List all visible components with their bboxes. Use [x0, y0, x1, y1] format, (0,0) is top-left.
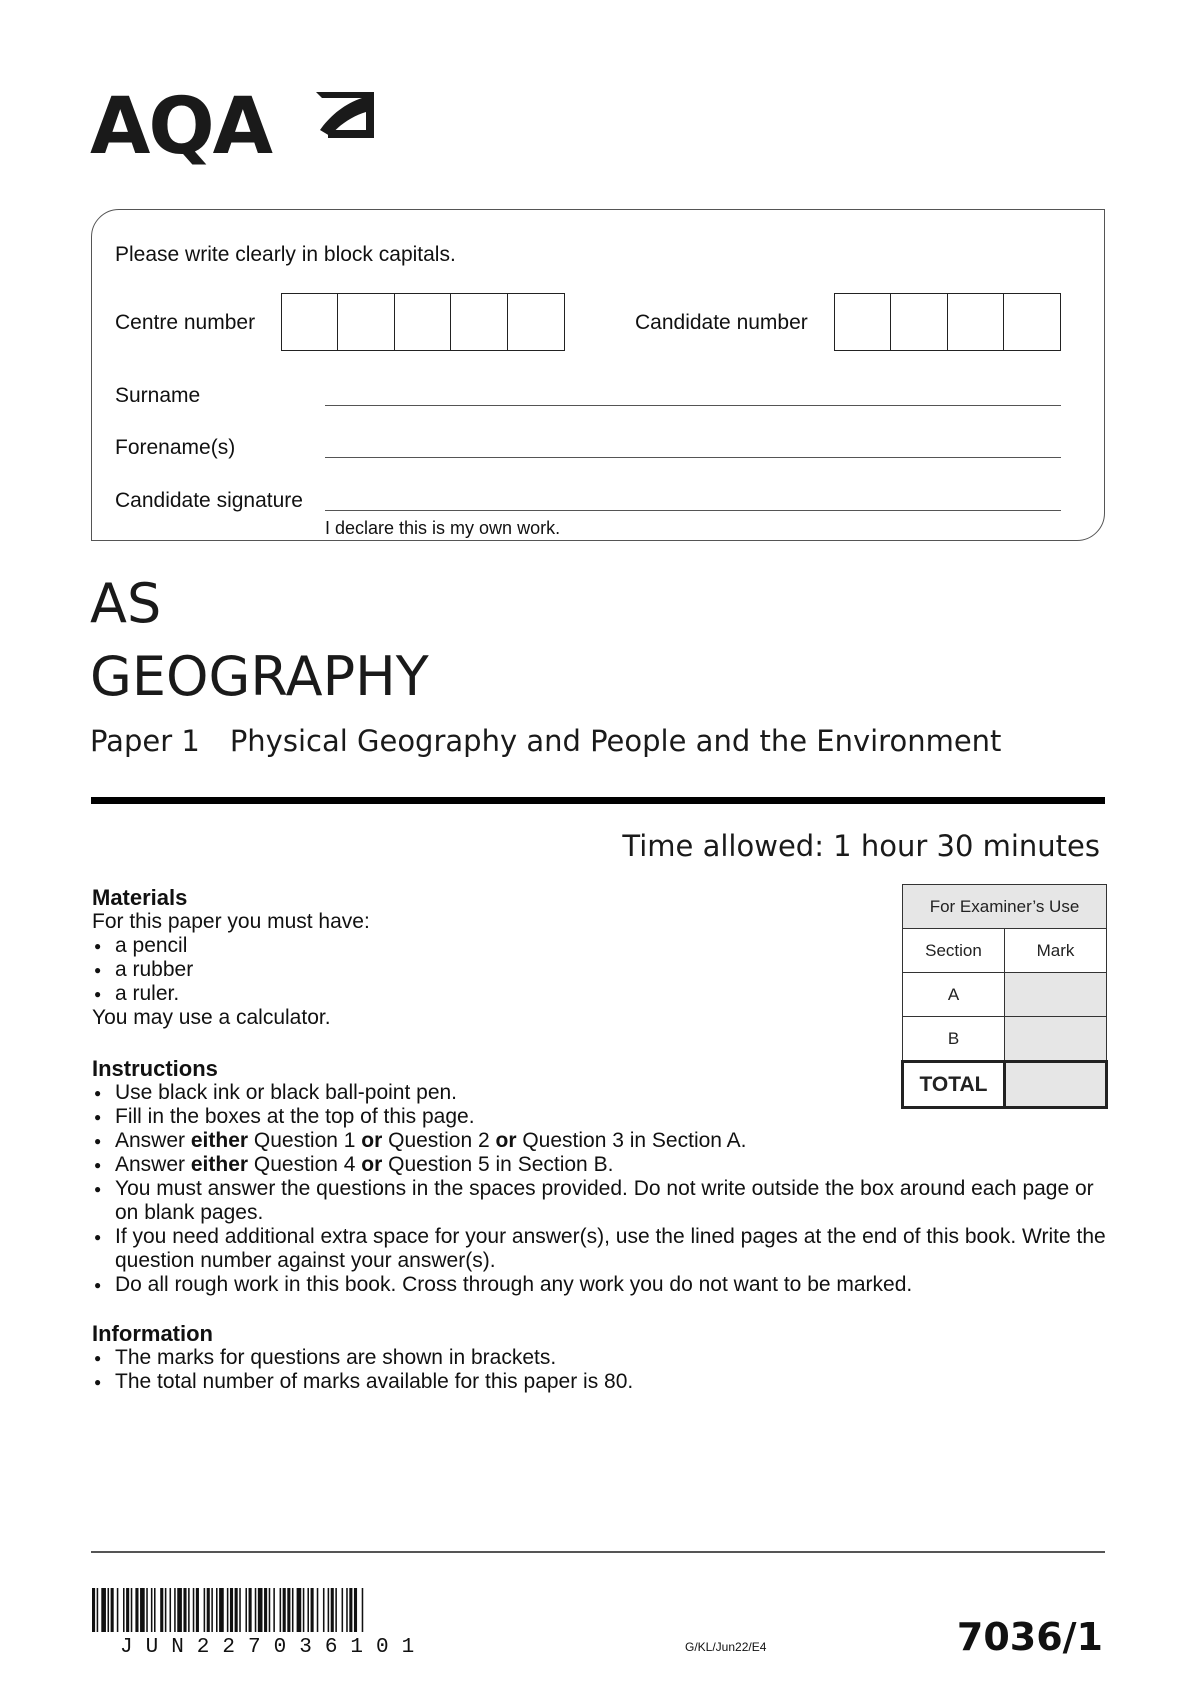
list-item: ● Fill in the boxes at the top of this page. — [92, 1105, 1112, 1129]
centre-digit-box[interactable] — [337, 293, 395, 351]
document-reference: G/KL/Jun22/E4 — [685, 1640, 767, 1654]
centre-number-boxes[interactable] — [282, 293, 565, 351]
total-mark-cell — [1005, 1062, 1107, 1108]
list-item: ● You must answer the questions in the spaces provided. Do not write outside the box around each page or on blank pages. — [92, 1177, 1112, 1225]
information-heading: Information — [92, 1321, 213, 1346]
candidate-number-boxes[interactable] — [835, 293, 1061, 351]
candidate-digit-box[interactable] — [834, 293, 892, 351]
examiner-use-table — [901, 884, 1108, 1109]
list-item: ● Use black ink or black ball-point pen. — [92, 1081, 1112, 1105]
logo-text: AQA — [90, 82, 272, 172]
candidate-digit-box[interactable] — [890, 293, 948, 351]
barcode-icon — [92, 1588, 472, 1634]
centre-digit-box[interactable] — [394, 293, 452, 351]
paper-number: Paper 1 — [90, 724, 200, 758]
aqa-logo — [90, 82, 272, 172]
centre-digit-box[interactable] — [281, 293, 339, 351]
leaf-mark-icon — [308, 86, 384, 146]
centre-digit-box[interactable] — [507, 293, 565, 351]
forenames-line[interactable] — [325, 457, 1061, 458]
materials-intro: For this paper you must have: — [92, 910, 370, 933]
total-label-cell: TOTAL — [903, 1062, 1005, 1108]
list-item: ● Do all rough work in this book. Cross through any work you do not want to be marked. — [92, 1273, 1112, 1297]
time-allowed: Time allowed: 1 hour 30 minutes — [622, 829, 1100, 863]
list-item: ● a rubber — [92, 958, 1092, 982]
paper-heading — [90, 724, 1001, 758]
section-a-cell: A — [903, 973, 1005, 1017]
list-item: ● The marks for questions are shown in brackets. — [92, 1346, 1092, 1370]
information-section — [92, 1321, 1092, 1394]
paper-title: Physical Geography and People and the Environment — [229, 724, 1002, 758]
declaration-text: I declare this is my own work. — [325, 518, 561, 538]
surname-label: Surname — [115, 384, 201, 407]
block-capitals-instruction: Please write clearly in block capitals. — [115, 243, 456, 266]
materials-heading: Materials — [92, 885, 188, 910]
signature-label: Candidate signature — [115, 489, 303, 512]
section-b-mark-cell — [1005, 1017, 1107, 1062]
section-a-mark-cell — [1005, 973, 1107, 1017]
examiner-table-title: For Examiner’s Use — [903, 885, 1107, 929]
list-item: ● a pencil — [92, 934, 1092, 958]
list-item: ● a ruler. — [92, 982, 1092, 1006]
title-divider — [91, 797, 1105, 804]
candidate-number-label: Candidate number — [635, 311, 808, 334]
centre-digit-box[interactable] — [450, 293, 508, 351]
candidate-digit-box[interactable] — [1003, 293, 1061, 351]
list-item: ● If you need additional extra space for your answer(s), use the lined pages at the end of this book. Write the question number against your answer(s). — [92, 1225, 1112, 1273]
footer-divider — [91, 1551, 1105, 1553]
signature-line[interactable] — [325, 510, 1061, 511]
list-item: ● The total number of marks available for this paper is 80. — [92, 1370, 1092, 1394]
barcode-number: JUN227036101 — [120, 1636, 428, 1659]
mark-column-header: Mark — [1005, 929, 1107, 973]
subject-title: GEOGRAPHY — [90, 645, 429, 708]
list-item: ● Answer either Question 1 or Question 2 or Question 3 in Section A. — [92, 1129, 1112, 1153]
paper-code: 7036/1 — [956, 1615, 1103, 1659]
forenames-label: Forename(s) — [115, 436, 236, 459]
surname-line[interactable] — [325, 405, 1061, 406]
qualification-level: AS — [90, 572, 162, 635]
section-b-cell: B — [903, 1017, 1005, 1062]
section-column-header: Section — [903, 929, 1005, 973]
calculator-note: You may use a calculator. — [92, 1006, 331, 1029]
centre-number-label: Centre number — [115, 311, 256, 334]
instructions-heading: Instructions — [92, 1056, 218, 1081]
list-item: ● Answer either Question 4 or Question 5 in Section B. — [92, 1153, 1112, 1177]
candidate-digit-box[interactable] — [947, 293, 1005, 351]
